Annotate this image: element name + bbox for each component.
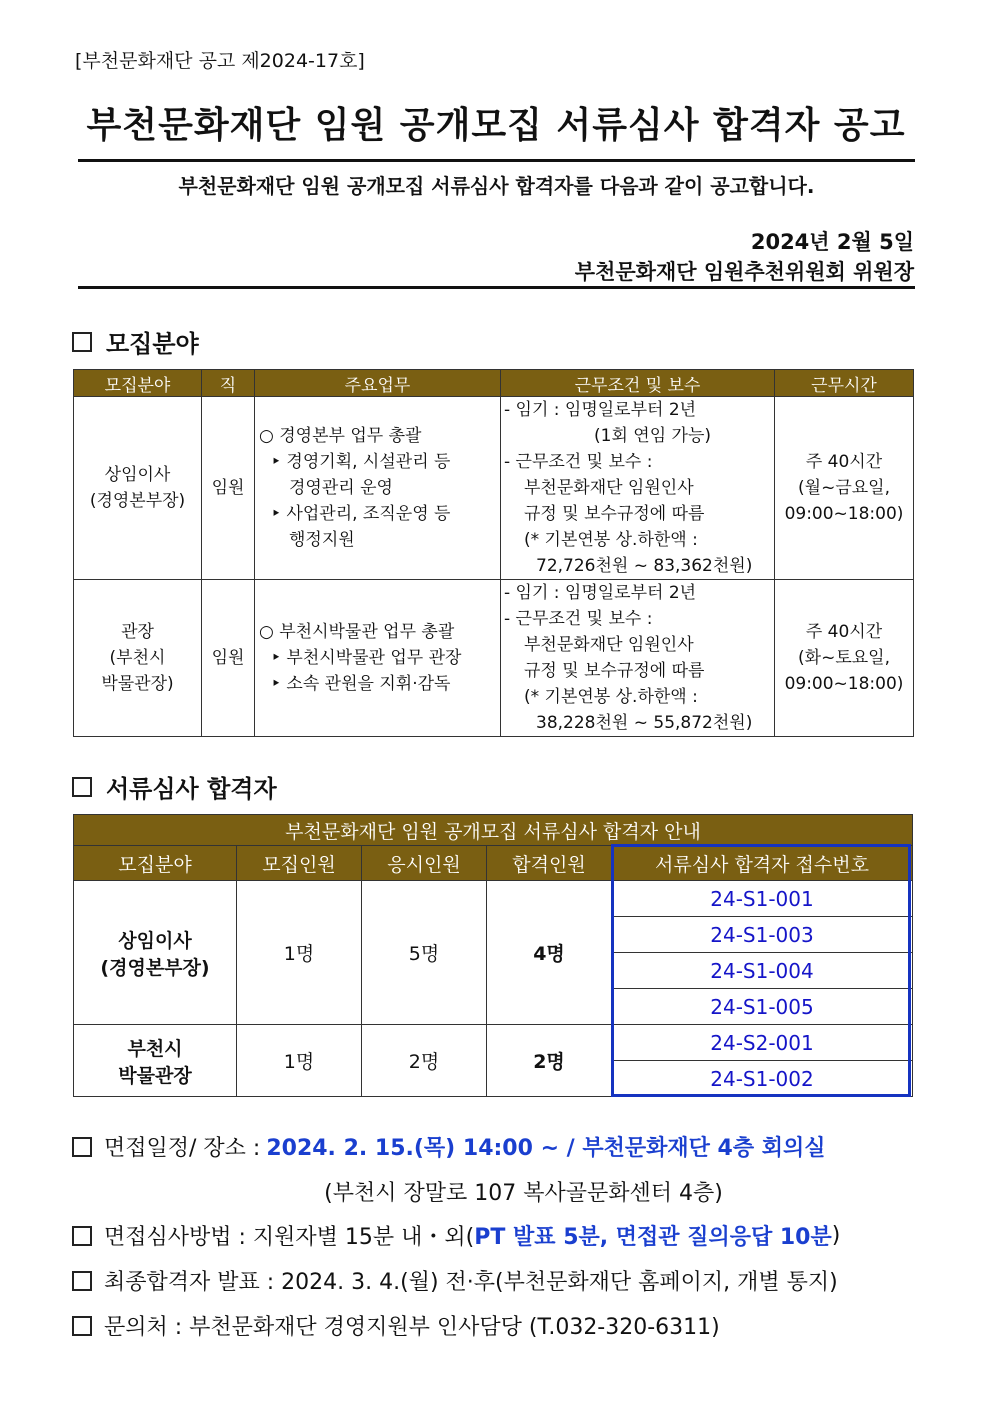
contact-text: 문의처 : 부천문화재단 경영지원부 인사담당 (T.032-320-6311) <box>104 1315 720 1340</box>
checkbox-square-icon <box>72 1316 92 1336</box>
conditions-cell: - 임기 : 임명일로부터 2년 - 근무조건 및 보수 : 부천문화재단 임원인사 규정 및 보수규정에 따름 (* 기본연봉 상.하한액 : 38,228천원 ~ 55,872천원) <box>501 580 775 737</box>
field-cell: 부천시 박물관장 <box>74 1025 237 1097</box>
recruitment-table <box>73 369 914 737</box>
rank-cell: 임원 <box>202 397 255 580</box>
passed-count: 4명 <box>487 881 612 1025</box>
table-caption: 부천문화재단 임원 공개모집 서류심사 합격자 안내 <box>74 815 913 846</box>
column-header: 모집인원 <box>237 846 362 881</box>
receipt-number: 24-S1-002 <box>612 1061 913 1097</box>
top-divider <box>78 159 915 162</box>
section-title: 모집분야 <box>106 330 199 358</box>
recruit-count: 1명 <box>237 881 362 1025</box>
table-header-row <box>74 370 914 397</box>
receipt-number: 24-S1-001 <box>612 881 913 917</box>
issuer: 부천문화재단 임원추천위원회 위원장 <box>574 260 914 284</box>
method-label: 면접심사방법 : 지원자별 15분 내・외( <box>104 1225 475 1250</box>
section-passers-heading <box>72 769 277 804</box>
column-header: 서류심사 합격자 접수번호 <box>612 846 913 881</box>
column-header: 근무조건 및 보수 <box>501 370 775 397</box>
table-caption-row <box>74 815 913 846</box>
interview-value: 2024. 2. 15.(목) 14:00 ~ / 부천문화재단 4층 회의실 <box>266 1136 826 1161</box>
interview-label: 면접일정/ 장소 : <box>104 1136 261 1161</box>
bottom-divider <box>78 286 915 289</box>
table-row <box>74 397 914 580</box>
page-title: 부천문화재단 임원 공개모집 서류심사 합격자 공고 <box>86 105 906 146</box>
duties-cell: ○ 부천시박물관 업무 총괄 ‣ 부천시박물관 업무 관장 ‣ 소속 관원을 지휘·감독 <box>255 580 501 737</box>
column-header: 주요업무 <box>255 370 501 397</box>
field-cell: 상임이사 (경영본부장) <box>74 881 237 1025</box>
column-header: 응시인원 <box>362 846 487 881</box>
applicant-count: 5명 <box>362 881 487 1025</box>
conditions-cell: - 임기 : 임명일로부터 2년 (1회 연임 가능) - 근무조건 및 보수 : 부천문화재단 임원인사 규정 및 보수규정에 따름 (* 기본연봉 상.하한액 : 72,726천원 ~ 83,362천원) <box>501 397 775 580</box>
checkbox-square-icon <box>72 777 92 797</box>
table-row <box>74 881 913 917</box>
announcement-date: 2024년 2월 5일 <box>750 230 914 254</box>
receipt-number: 24-S1-005 <box>612 989 913 1025</box>
applicant-count: 2명 <box>362 1025 487 1097</box>
hours-cell: 주 40시간 (월~금요일, 09:00~18:00) <box>775 397 914 580</box>
column-header: 모집분야 <box>74 370 202 397</box>
checkbox-square-icon <box>72 332 92 352</box>
method-close: ) <box>831 1223 841 1248</box>
passed-count: 2명 <box>487 1025 612 1097</box>
hours-cell: 주 40시간 (화~토요일, 09:00~18:00) <box>775 580 914 737</box>
column-header: 합격인원 <box>487 846 612 881</box>
table-row <box>74 580 914 737</box>
recruit-count: 1명 <box>237 1025 362 1097</box>
method-value: PT 발표 5분, 면접관 질의응답 10분 <box>474 1225 832 1250</box>
interview-schedule-line <box>72 1131 826 1162</box>
checkbox-square-icon <box>72 1137 92 1157</box>
column-header: 직 <box>202 370 255 397</box>
column-header: 근무시간 <box>775 370 914 397</box>
receipt-number: 24-S1-004 <box>612 953 913 989</box>
receipt-number: 24-S2-001 <box>612 1025 913 1061</box>
checkbox-square-icon <box>72 1271 92 1291</box>
rank-cell: 임원 <box>202 580 255 737</box>
receipt-number: 24-S1-003 <box>612 917 913 953</box>
field-cell: 관장 (부천시 박물관장) <box>74 580 202 737</box>
duties-cell: ○ 경영본부 업무 총괄 ‣ 경영기획, 시설관리 등 경영관리 운영 ‣ 사업관리, 조직운영 등 행정지원 <box>255 397 501 580</box>
venue-address: (부천시 장말로 107 복사골문화센터 4층) <box>324 1181 723 1206</box>
page-subtitle: 부천문화재단 임원 공개모집 서류심사 합격자를 다음과 같이 공고합니다. <box>178 174 815 198</box>
interview-method-line <box>72 1220 840 1251</box>
notice-number: [부천문화재단 공고 제2024-17호] <box>75 50 365 72</box>
passers-table <box>73 814 913 1097</box>
section-title: 서류심사 합격자 <box>106 775 277 803</box>
field-cell: 상임이사 (경영본부장) <box>74 397 202 580</box>
column-header: 모집분야 <box>74 846 237 881</box>
final-announcement-line <box>72 1265 838 1296</box>
table-header-row <box>74 846 913 881</box>
contact-line <box>72 1310 720 1341</box>
section-recruitment-heading <box>72 324 199 359</box>
checkbox-square-icon <box>72 1226 92 1246</box>
final-text: 최종합격자 발표 : 2024. 3. 4.(월) 전·후(부천문화재단 홈페이지, 개별 통지) <box>104 1270 838 1295</box>
table-row <box>74 1025 913 1061</box>
